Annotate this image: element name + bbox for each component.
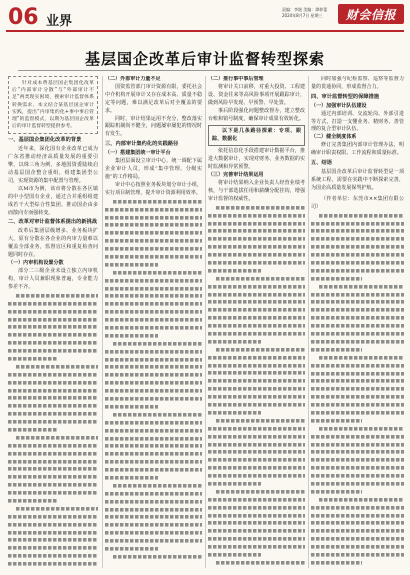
body-text-line <box>105 253 202 261</box>
body-text-line <box>216 559 305 567</box>
body-text-line <box>8 489 98 497</box>
body-text-line <box>105 363 202 371</box>
body-text-line <box>208 338 261 346</box>
body-text-line <box>105 355 202 363</box>
body-text-line <box>208 393 305 401</box>
body-text-line <box>105 221 202 229</box>
body-text-line <box>311 559 362 567</box>
body-text-line <box>311 235 404 243</box>
column-divider <box>205 76 206 568</box>
subsection-heading: （一）内审机构设置分散 <box>8 260 64 267</box>
body-text-line <box>105 466 202 474</box>
body-text-line <box>311 243 404 251</box>
author-note: （作者单位：东莞市××集团有限公司） <box>311 195 404 210</box>
body-text-line <box>8 347 98 355</box>
column-body <box>208 76 305 204</box>
body-text-line <box>208 480 261 488</box>
body-text-line <box>105 545 158 553</box>
body-text-line <box>311 227 404 235</box>
body-text-line <box>311 464 404 472</box>
body-text-line <box>105 521 202 529</box>
subsection-heading: （二）健全制度体系 <box>311 134 357 141</box>
body-text-line <box>208 409 261 417</box>
column-body <box>311 76 404 212</box>
body-text-line <box>311 290 404 298</box>
body-paragraph: 部分二三级企业未设立独立内审机构，审计人员兼职现象普遍，专业能力参差不齐。 <box>8 267 98 290</box>
body-paragraph: 近年来，深化国有企业改革已成为广东省推动经济高质量发展的重要引擎，以珠三角为例，多地国资委陆续启动基层国企整合重组，组建集团型公司，实现资源的集中配置与管理。 <box>8 146 98 184</box>
body-text-line <box>208 456 305 464</box>
body-text-line <box>105 277 202 285</box>
body-text-line <box>8 371 98 379</box>
body-text-line <box>311 480 404 488</box>
body-text-line <box>208 235 305 243</box>
section-heading: 三、内部审计集约化的实践路径 <box>105 141 179 148</box>
body-text-line <box>8 536 98 544</box>
body-paragraph: 基层国企改革后审计监督转型是一项系统工程，需要在实践中不断探索完善，为国企高质量发展保驾护航。 <box>311 168 404 191</box>
body-text-line <box>208 283 305 291</box>
body-text-line <box>105 316 202 324</box>
body-text-line <box>208 314 305 322</box>
body-text-line <box>311 259 404 267</box>
article-headline: 基层国企改革后审计监督转型探索 <box>84 50 325 68</box>
body-text-line <box>105 237 202 245</box>
body-text-line <box>311 527 404 535</box>
body-text-line <box>216 204 305 212</box>
body-text-line <box>105 529 202 537</box>
body-paragraph: 国资监管部门审计资源有限，委托社会中介机构开展审计又存在成本高、质量不稳定等问题，难以满足改革后对全覆盖的要求。 <box>105 83 202 114</box>
body-text-line <box>8 560 98 568</box>
column-body <box>105 76 202 198</box>
body-text-line <box>8 426 58 434</box>
body-text-line <box>105 284 202 292</box>
body-text-line <box>208 330 305 338</box>
body-text-line <box>208 519 305 527</box>
body-text-line <box>105 379 202 387</box>
body-text-line <box>105 505 202 513</box>
body-text-line <box>311 361 404 369</box>
body-text-line <box>208 385 305 393</box>
body-text-line <box>105 300 202 308</box>
body-text-line <box>105 458 202 466</box>
body-text-line <box>208 227 305 235</box>
page-header <box>0 0 410 44</box>
body-text-line <box>105 537 202 545</box>
body-text-line <box>208 401 305 409</box>
body-text-line <box>311 503 404 511</box>
newspaper-logo <box>338 4 404 24</box>
body-text-line <box>8 355 58 363</box>
section-heading: 五、结语 <box>311 160 332 167</box>
body-text-line <box>105 261 158 269</box>
body-text-line <box>105 442 202 450</box>
body-text-line <box>105 474 158 482</box>
subsection-heading: （三）完善审计结果运用 <box>208 171 264 178</box>
body-paragraph: 同时加强与纪检监察、巡察等监督力量的贯通协同，形成监督合力。 <box>311 76 404 90</box>
body-text-line <box>105 205 202 213</box>
body-text-line <box>311 338 404 346</box>
body-text-line <box>311 535 404 543</box>
body-text-line <box>311 448 404 456</box>
body-text-line <box>8 394 98 402</box>
body-text-line <box>8 473 98 481</box>
body-text-line <box>311 251 404 259</box>
body-text-line <box>105 434 202 442</box>
body-text-line <box>208 377 305 385</box>
body-text-line <box>208 425 305 433</box>
body-text-line <box>208 306 305 314</box>
body-text-line <box>208 543 305 551</box>
body-text-line <box>319 496 404 504</box>
body-text-line <box>311 543 404 551</box>
body-text-line <box>105 324 202 332</box>
body-text-line <box>319 283 404 291</box>
body-text-line <box>8 410 98 418</box>
body-text-line <box>311 346 362 354</box>
section-heading: 四、审计监督转型的保障措施 <box>311 93 380 100</box>
body-text-line <box>105 308 202 316</box>
lead-text: 针对成本费基层国企集团化改革后“内部审计分散”与“外部审计不足”两类现实困境，搜索审计监督体系转换需求，本文结合某基层国企审计实践，提出“内审集约化+事中事后管理”的监督模式，以期为基层国企改革后的审计监督转型提供参考。 <box>12 81 94 130</box>
body-paragraph: 通过内部培训、交流轮岗、外部引进等方式，打造一支懂业务、精财务、善管理的复合型审计队伍。 <box>311 110 404 133</box>
body-paragraph: 审计中心按照业务板块划分审计小组，实行项目制管理，提升审计资源利用效率。 <box>105 181 202 196</box>
body-text-line <box>208 511 305 519</box>
body-text-line <box>311 369 404 377</box>
body-text-line <box>113 198 202 206</box>
body-text-line <box>311 472 404 480</box>
body-text-line <box>105 245 202 253</box>
body-text-line <box>216 275 305 283</box>
body-text-line <box>208 496 305 504</box>
body-text-line <box>311 385 404 393</box>
body-text-line <box>16 505 98 513</box>
body-text-line <box>208 259 305 267</box>
article-column-1 <box>8 76 98 568</box>
body-text-line <box>311 488 362 496</box>
body-text-line <box>311 440 404 448</box>
body-text-line <box>8 544 98 552</box>
body-text-line <box>208 464 305 472</box>
body-text-line <box>319 425 404 433</box>
body-text-line <box>311 219 404 227</box>
body-text-line <box>105 213 202 221</box>
body-text-line <box>8 442 98 450</box>
body-text-line <box>208 251 305 259</box>
subsection-heading: （二）外部审计力量不足 <box>105 76 161 82</box>
article-column-3 <box>208 76 305 568</box>
body-text-line <box>208 472 305 480</box>
body-text-line <box>16 434 98 442</box>
body-text-line <box>8 307 98 315</box>
column-divider <box>102 76 103 568</box>
body-text-line <box>208 527 305 535</box>
section-title: 业界 <box>46 14 73 29</box>
body-text-line <box>311 417 362 425</box>
body-text-line <box>113 269 202 277</box>
boxed-callout: 以下是几条路径探索：专项、跟踪、数据化 <box>208 125 305 146</box>
body-text-line <box>216 346 305 354</box>
body-text-line <box>311 409 404 417</box>
body-text-line <box>8 300 98 308</box>
body-text-line <box>8 481 98 489</box>
body-text-line <box>208 369 305 377</box>
body-text-line <box>311 306 404 314</box>
body-text-line <box>113 482 202 490</box>
body-text-line <box>311 393 404 401</box>
body-text-line <box>105 419 202 427</box>
body-text-line <box>208 503 305 511</box>
body-text-line <box>105 450 202 458</box>
body-text-line <box>8 386 98 394</box>
body-text-line <box>105 371 202 379</box>
body-text-line <box>208 448 305 456</box>
body-text-line <box>208 354 305 362</box>
body-text-line <box>105 513 202 521</box>
body-paragraph: 以M市为例，该市将分散在各区镇的中小型国有企业，通过合并重组组建成若干大型综合性集团，推动国企由多而散向专而强转变。 <box>8 185 98 216</box>
body-text-line <box>311 377 404 385</box>
body-text-line <box>216 417 305 425</box>
body-text-line <box>311 275 362 283</box>
body-text-line <box>105 348 202 356</box>
body-text-line <box>8 378 98 386</box>
subsection-heading: （二）推行事中事后管理 <box>208 76 264 82</box>
body-text-line <box>311 401 404 409</box>
body-text-line <box>216 488 305 496</box>
body-paragraph: 修订完善集团内部审计管理办法，明确审计职责权限、工作流程和质量标准。 <box>311 142 404 157</box>
body-text-line <box>208 440 305 448</box>
body-text-line <box>208 551 261 559</box>
body-text-line <box>208 535 305 543</box>
subsection-heading: （一）搭建集团统一审计平台 <box>105 150 171 157</box>
body-text-line <box>8 323 98 331</box>
body-text-line <box>8 449 98 457</box>
editor-line: 责编：李媛 美编：谭梓蕾 <box>282 7 328 12</box>
body-text-line <box>8 528 98 536</box>
body-text-line <box>105 332 158 340</box>
body-text-line <box>208 211 305 219</box>
subsection-heading: （一）加强审计队伍建设 <box>311 102 367 109</box>
body-text-line <box>208 322 305 330</box>
body-text-line <box>8 465 98 473</box>
body-text-line <box>113 411 202 419</box>
body-text-line <box>105 490 202 498</box>
body-text-line <box>311 456 404 464</box>
body-text-line <box>8 339 98 347</box>
body-text-line <box>105 395 202 403</box>
body-text-line <box>311 267 404 275</box>
body-text-line <box>311 322 404 330</box>
body-paragraph: 依托信息化手段搭建审计数据平台，推进大数据审计，实现对财务、业务数据的实时监测和异常预警。 <box>208 148 305 171</box>
body-text-line <box>113 553 202 561</box>
body-paragraph: 集团层面设立审计中心，统一调配下属企业审计人员，形成“集中管理、分级实施”的工作格局。 <box>105 158 202 180</box>
body-text-line <box>319 212 404 220</box>
body-text-line <box>311 298 404 306</box>
section-heading: 二、改革对审计监督体系提出的新挑战 <box>8 219 98 226</box>
body-text-line <box>105 292 202 300</box>
body-text-line <box>208 361 305 369</box>
body-text-line <box>208 243 305 251</box>
body-text-line <box>208 290 305 298</box>
body-text-line <box>311 432 404 440</box>
body-paragraph: 将审计关口前移，对重大投资、工程建设、资金往来等高风险事项开展跟踪审计，做到风险早发现、早预警、早处置。 <box>208 83 305 106</box>
date-line: 2024年8月7日 星期三 <box>282 13 323 18</box>
body-text-line <box>16 292 98 300</box>
section-heading: 一、基层国企集团化改革的背景 <box>8 137 82 144</box>
body-text-line <box>16 363 98 371</box>
body-text-line <box>8 552 98 560</box>
body-text-line <box>311 519 404 527</box>
body-text-line <box>311 551 404 559</box>
article-column-2 <box>105 76 202 568</box>
body-text-line <box>8 513 98 521</box>
body-text-line <box>208 432 305 440</box>
body-paragraph: 将审计结果纳入企业负责人经营业绩考核，与干部选拔任用和薪酬分配挂钩，增强审计监督的权威性。 <box>208 179 305 202</box>
article-column-4 <box>311 76 404 568</box>
headline-divider <box>18 70 392 71</box>
body-text-line <box>8 331 98 339</box>
body-paragraph: 改革后集团层级增多、业务板块扩大，原有分散在各企业的内审力量难以覆盖全部业务，监督盲区和重复检查问题同时存在。 <box>8 228 98 259</box>
body-text-line <box>208 298 305 306</box>
body-text-line <box>8 402 98 410</box>
body-text-line <box>208 219 305 227</box>
body-paragraph: 同时，审计结果运用不充分，整改落实跟踪机制尚不健全，问题屡审屡犯的情况时有发生。 <box>105 115 202 138</box>
body-text-line <box>311 314 404 322</box>
body-text-line <box>8 315 98 323</box>
body-text-line <box>105 403 158 411</box>
body-text-line <box>105 497 202 505</box>
header-divider <box>6 30 404 32</box>
body-text-line <box>105 426 202 434</box>
body-text-line <box>105 387 202 395</box>
body-text-line <box>311 511 404 519</box>
body-text-line <box>8 497 58 505</box>
column-body <box>8 137 98 291</box>
body-text-line <box>208 267 261 275</box>
body-text-line <box>319 354 404 362</box>
editor-credits <box>282 7 327 19</box>
article-lead <box>8 76 98 134</box>
column-divider <box>308 76 309 568</box>
body-text-line <box>8 457 98 465</box>
page-number: 06 <box>8 5 39 30</box>
body-text-line <box>8 520 98 528</box>
logo-text: 财会信报 <box>345 7 396 22</box>
body-text-line <box>105 229 202 237</box>
body-text-line <box>113 340 202 348</box>
body-paragraph: 事后阶段强化问题整改督办，建立整改台账和销号制度，确保审计成果有效转化。 <box>208 107 305 122</box>
body-text-line <box>8 418 98 426</box>
body-text-line <box>311 330 404 338</box>
